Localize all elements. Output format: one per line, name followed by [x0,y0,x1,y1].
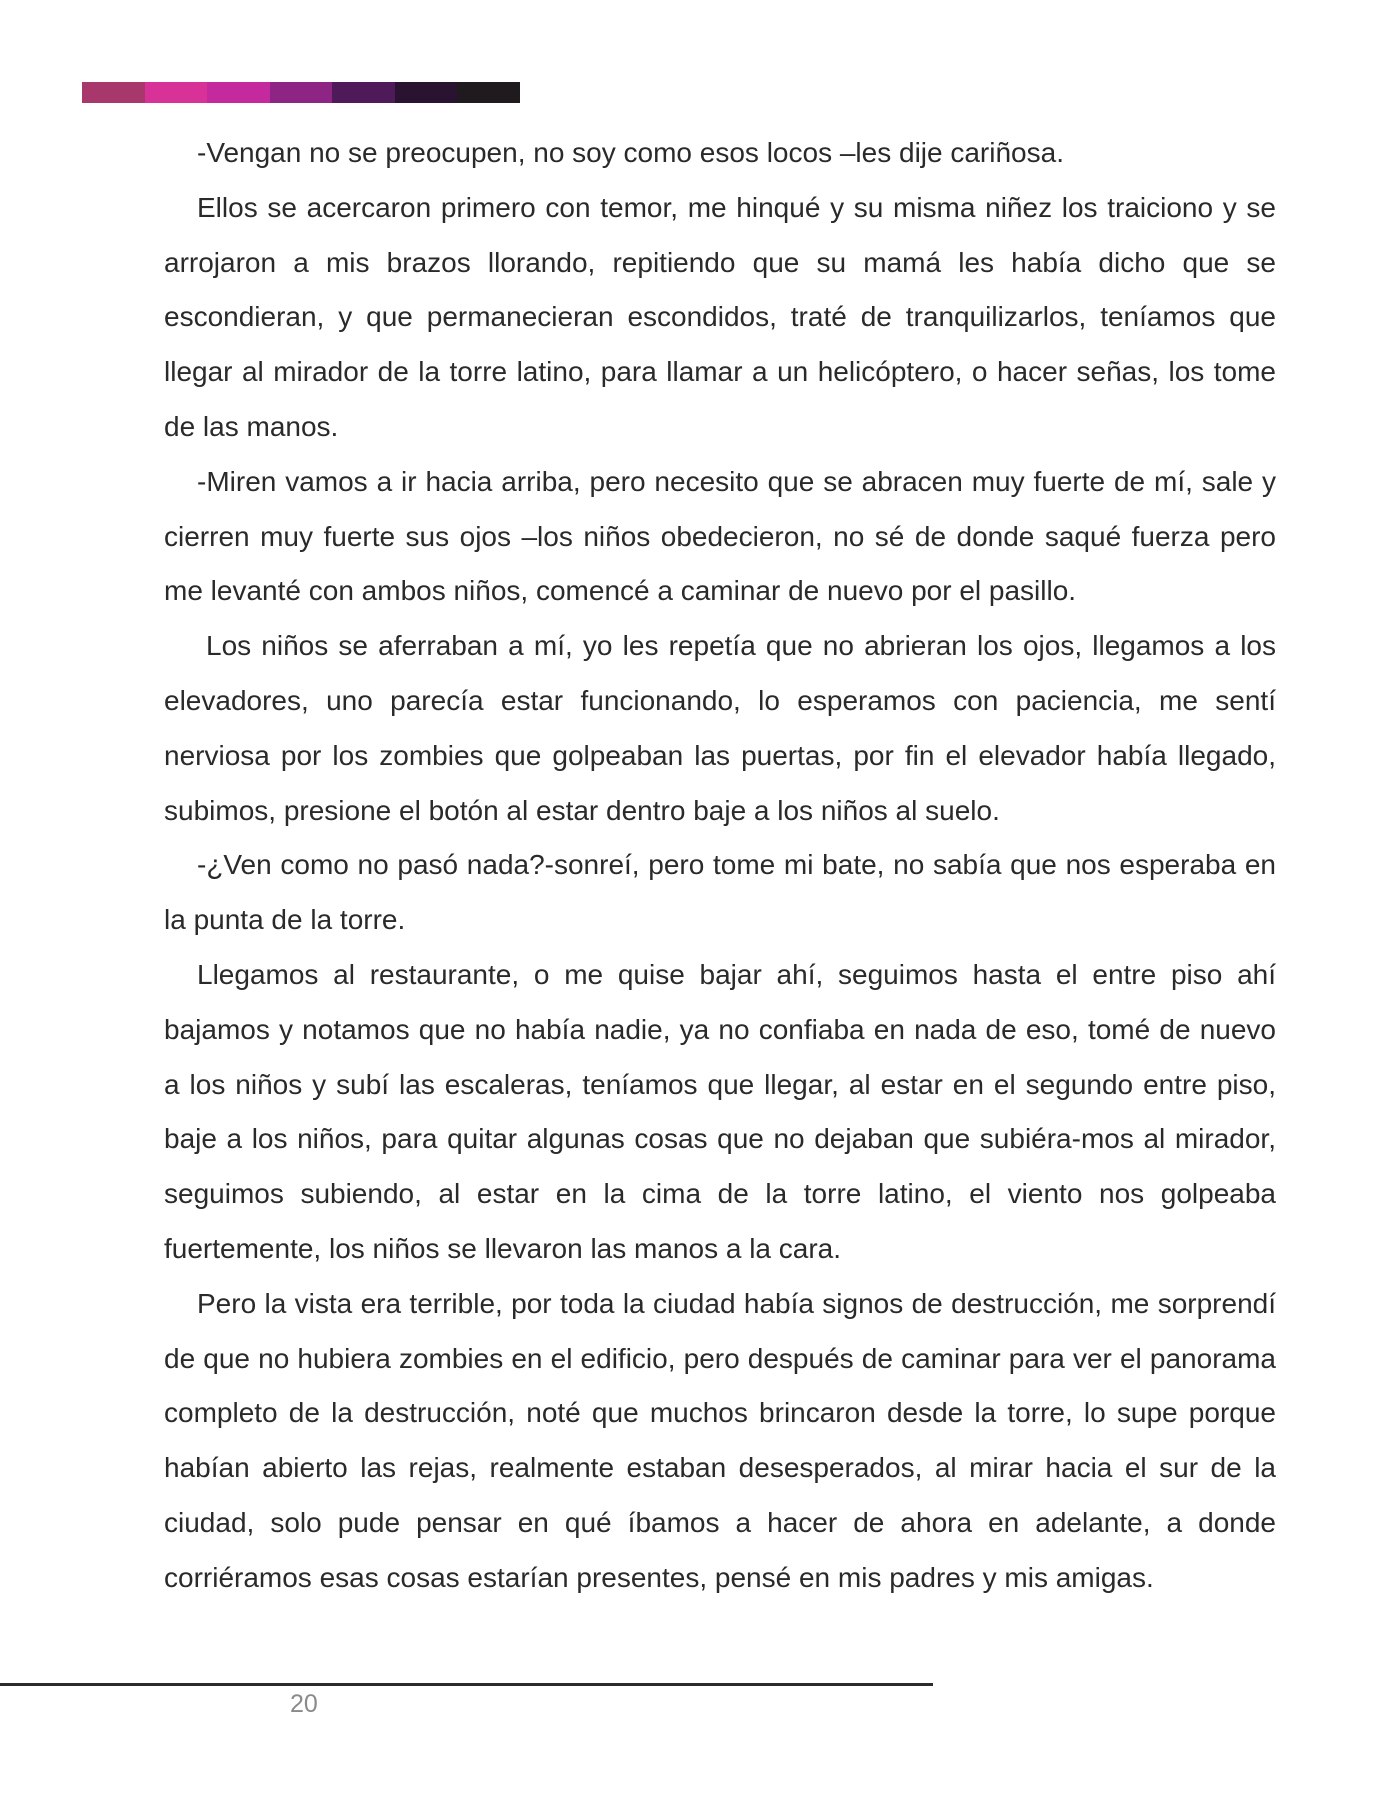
header-color-bar [82,82,520,103]
paragraph: Los niños se aferraban a mí, yo les repetía que no abrieran los ojos, llegamos a los elevadores, uno parecía estar funcionando, lo esperamos con paciencia, me sentí nerviosa por los zombies que golpeaban las puertas, por fin el elevador había llegado, subimos, presione el botón al estar dentro baje a los niños al suelo. [164,630,1276,826]
color-bar-segment [207,82,270,103]
paragraph: -Miren vamos a ir hacia arriba, pero necesito que se abracen muy fuerte de mí, sale y cierren muy fuerte sus ojos –los niños obedecieron, no sé de donde saqué fuerza pero me levanté con ambos niños, comencé a caminar de nuevo por el pasillo. [164,465,1276,607]
page-body-text [164,126,1276,1606]
page-number: 20 [290,1690,318,1718]
color-bar-segment [332,82,395,103]
footer-rule [0,1683,933,1686]
color-bar-segment [457,82,520,103]
paragraph: Llegamos al restaurante, o me quise bajar ahí, seguimos hasta el entre piso ahí bajamos y notamos que no había nadie, ya no confiaba en nada de eso, tomé de nuevo a los niños y subí las escaleras, teníamos que llegar, al estar en el segundo entre piso, baje a los niños, para quitar algunas cosas que no dejaban que subiéra-mos al mirador, seguimos subiendo, al estar en la cima de la torre latino, el viento nos golpeaba fuertemente, los niños se llevaron las manos a la cara. [164,958,1276,1264]
paragraph: Pero la vista era terrible, por toda la ciudad había signos de destrucción, me sorprendí de que no hubiera zombies en el edificio, pero después de caminar para ver el panorama completo de la destrucción, noté que muchos brincaron desde la torre, lo supe porque habían abierto las rejas, realmente estaban desesperados, al mirar hacia el sur de la ciudad, solo pude pensar en qué íbamos a hacer de ahora en adelante, a donde corriéramos esas cosas estarían presentes, pensé en mis padres y mis amigas. [164,1287,1276,1593]
paragraph: -Vengan no se preocupen, no soy como esos locos –les dije cariñosa. [197,137,1064,168]
color-bar-segment [82,82,145,103]
color-bar-segment [145,82,208,103]
color-bar-segment [270,82,333,103]
paragraph: -¿Ven como no pasó nada?-sonreí, pero tome mi bate, no sabía que nos esperaba en la punta de la torre. [164,849,1276,936]
color-bar-segment [395,82,458,103]
paragraph: Ellos se acercaron primero con temor, me hinqué y su misma niñez los traiciono y se arrojaron a mis brazos llorando, repitiendo que su mamá les había dicho que se escondieran, y que permanecieran escondidos, traté de tranquilizarlos, teníamos que llegar al mirador de la torre latino, para llamar a un helicóptero, o hacer señas, los tome de las manos. [164,191,1276,442]
